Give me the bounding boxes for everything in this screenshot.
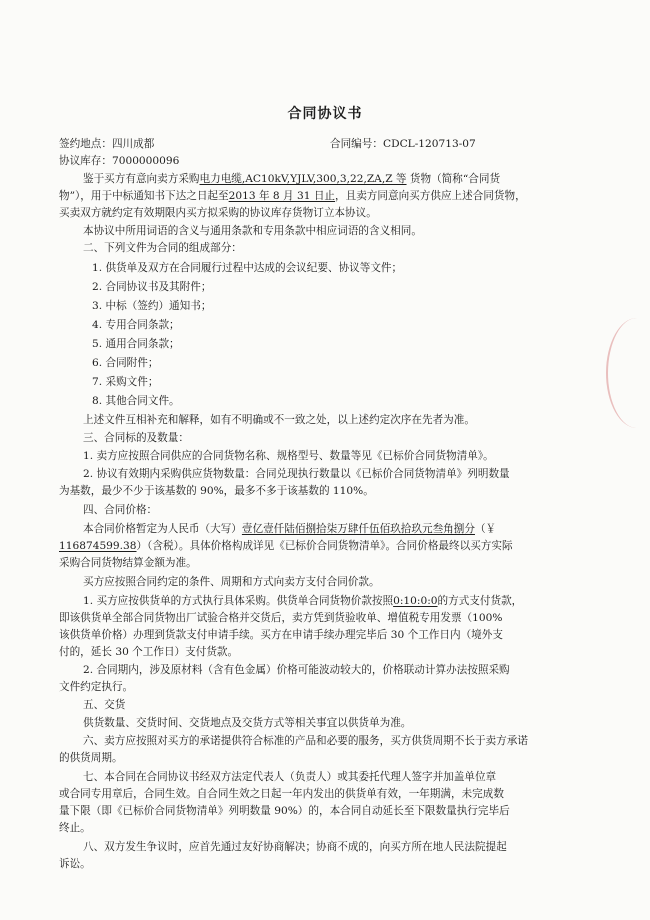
payment-line-1 [83, 594, 522, 608]
list-item: 2. 合同协议书及其附件； [92, 281, 212, 293]
price-in-words: 壹亿壹仟陆佰捌拾柒万肆仟伍佰玖拾玖元叁角捌分 [241, 523, 475, 535]
intro-line-3: 买卖双方就约定有效期限内买方拟采购的协议库存货物订立本协议。 [59, 207, 377, 219]
section-2-heading: 二、下列文件为合同的组成部分： [83, 242, 242, 254]
price-in-figures: 116874599.38 [59, 540, 137, 552]
intro-text: 鉴于买方有意向卖方采购 [83, 173, 200, 185]
list-item: 6. 合同附件； [92, 357, 159, 369]
section-5-line: 供货数量、交货时间、交货地点及交货方式等相关事宜以供货单为准。 [83, 717, 412, 729]
list-item: 8. 其他合同文件。 [92, 395, 180, 407]
list-item: 3. 中标（签约）通知书； [92, 300, 212, 312]
signing-place-label: 签约地点： [59, 138, 112, 150]
section-7-line: 或合同专用章后，合同生效。自合同生效之日起一年内发出的供货单有效，一年期满，未完成数 [59, 788, 504, 800]
section-7-line: 七、本合同在合同协议书经双方法定代表人（负责人）或其委托代理人签字并加盖单位章 [83, 771, 497, 783]
stock-agreement [59, 154, 179, 168]
price-line-1 [83, 522, 496, 536]
list-item: 1. 供货单及双方在合同履行过程中达成的会议纪要、协议等文件； [92, 262, 403, 274]
intro-text: 物”），用于中标通知书下达之日起至 [59, 190, 229, 202]
price-text: （￥ [474, 523, 497, 535]
stock-label: 协议库存： [59, 155, 112, 167]
section-7-line: 终止。 [59, 822, 91, 834]
section-4-heading: 四、合同价格： [83, 504, 158, 516]
paragraph-1: 本协议中所用词语的含义与通用条款和专用条款中相应词语的含义相同。 [83, 225, 422, 237]
page-title: 合同协议书 [287, 106, 363, 122]
price-line-3: 采购合同货物结算金额为准。 [59, 557, 197, 569]
contract-number-label: 合同编号： [330, 138, 383, 150]
payment-ratio: 0:10:0:0 [393, 595, 438, 607]
intro-text: ，且卖方同意向买方供应上述合同货物， [335, 190, 526, 202]
list-item: 5. 通用合同条款； [92, 338, 180, 350]
payment-text: 1. 买方应按供货单的方式执行具体采购。供货单合同货物价款按照 [83, 595, 394, 607]
price-line-4: 买方应按照合同约定的条件、周期和方式向卖方支付合同价款。 [83, 576, 380, 588]
list-item: 4. 专用合同条款； [92, 319, 180, 331]
payment-line-6: 文件约定执行。 [59, 681, 134, 693]
payment-line-3: 该供货单价格）办理到货款支付申请手续。买方在申请手续办理完毕后 30 个工作日内（境外支 [59, 629, 503, 641]
section-6-line: 的供货周期。 [59, 752, 123, 764]
list-item: 7. 采购文件； [92, 376, 159, 388]
signing-place [59, 137, 154, 151]
seal-stamp-edge [606, 318, 650, 428]
price-text: ）（含税）。具体价格构成详见《已标价合同货物清单》。合同价格最终以买方实际 [136, 540, 513, 552]
section-3-heading: 三、合同标的及数量： [83, 432, 189, 444]
section-5-heading: 五、交货 [83, 699, 126, 711]
contract-number [330, 137, 476, 151]
end-date: 2013 年 8 月 31 日止 [228, 190, 336, 202]
contract-number-value: CDCL-120713-07 [382, 138, 476, 150]
payment-text: 的方式支付货款， [437, 595, 523, 607]
intro-text: 货物（简称“合同货 [406, 173, 501, 185]
intro-line-2 [59, 189, 526, 203]
section-6-line: 六、卖方应按照对买方的承诺提供符合标准的产品和必要的服务，买方供货周期不长于卖方承诺 [83, 735, 528, 747]
stock-value: 7000000096 [111, 155, 180, 167]
section-8-line: 诉讼。 [59, 858, 91, 870]
section-7-line: 量下限（即《已标价合同货物清单》列明数量 90%）的，本合同自动延长至下限数量执行完毕后 [59, 805, 510, 817]
section-3-line: 1. 卖方应按照合同供应的合同货物名称、规格型号、数量等见《已标价合同货物清单》。 [83, 450, 494, 462]
section-8-line: 八、双方发生争议时，应首先通过友好协商解决；协商不成的，向买方所在地人民法院提起 [83, 841, 507, 853]
price-line-2 [59, 539, 513, 553]
intro-line-1 [83, 172, 500, 186]
payment-line-5: 2. 合同期内，涉及原材料（含有色金属）价格可能波动较大的，价格联动计算办法按照采购 [83, 664, 510, 676]
section-3-line: 2. 协议有效期内采购供应货物数量：合同兑现执行数量以《已标价合同货物清单》列明数量 [83, 468, 510, 480]
price-text: 本合同价格暂定为人民币（大写） [83, 523, 242, 535]
section-2-note: 上述文件互相补充和解释，如有不明确或不一致之处，以上述约定次序在先者为准。 [83, 414, 475, 426]
payment-line-2: 即该供货单全部合同货物出厂试验合格并交货后，卖方凭到货验收单、增值税专用发票（100% [59, 612, 503, 624]
payment-line-4: 付的，延长 30 个工作日）支付货款。 [59, 646, 239, 658]
signing-place-value: 四川成都 [111, 138, 155, 150]
goods-name: 电力电缆,AC10kV,YJLV,300,3,22,ZA,Z 等 [199, 173, 407, 185]
section-3-line: 为基数，最少不少于该基数的 90%，最多不多于该基数的 110%。 [59, 485, 374, 497]
